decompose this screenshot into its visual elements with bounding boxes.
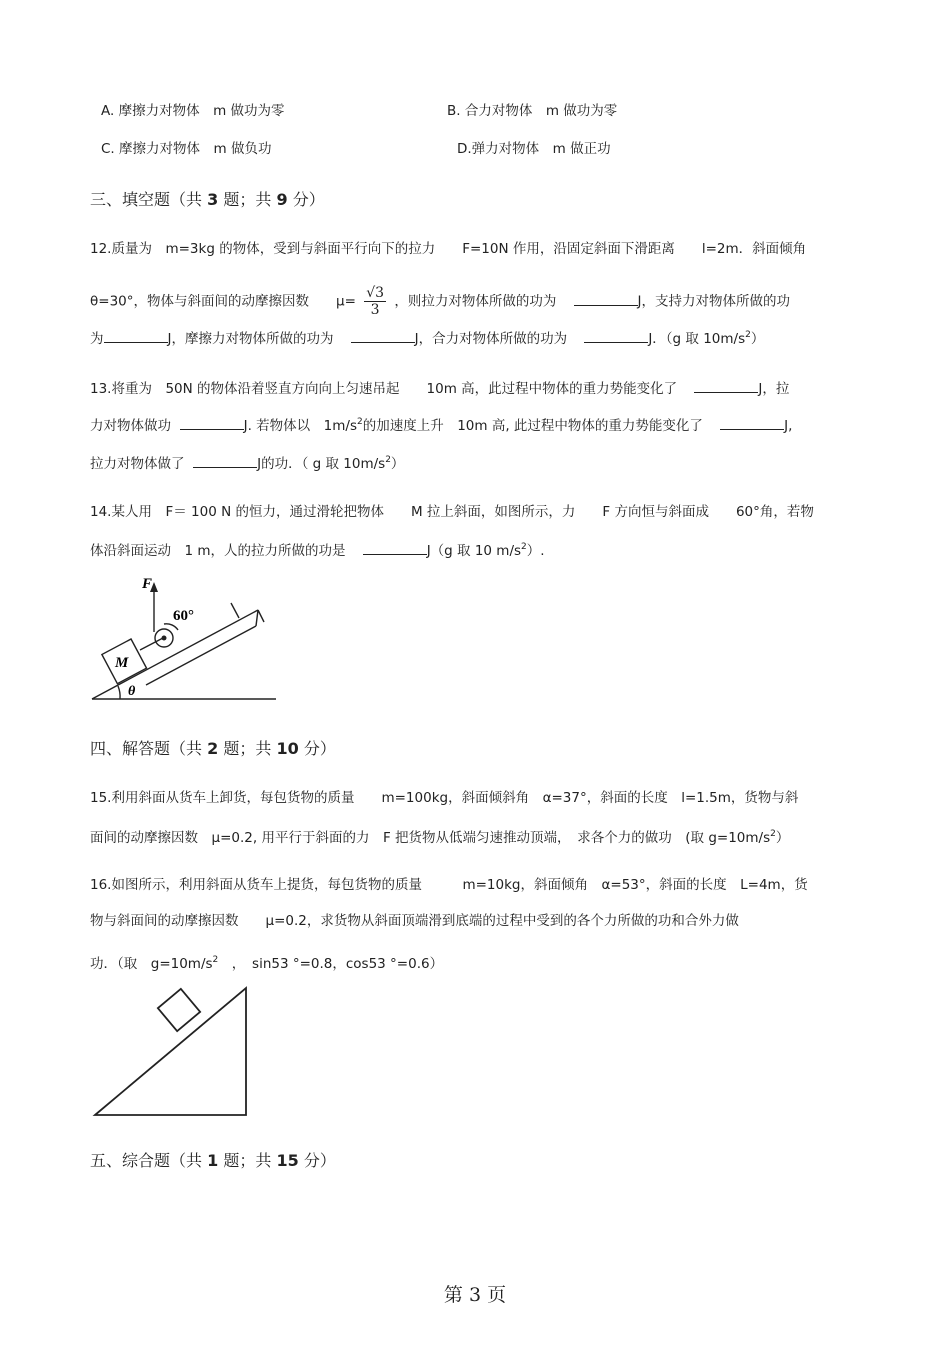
q13-blank-4[interactable] bbox=[193, 453, 257, 468]
figure-incline-cargo bbox=[90, 982, 255, 1122]
option-a: A. 摩擦力对物体 m 做功为零 bbox=[101, 103, 285, 119]
page-number: 第 3 页 bbox=[443, 1284, 507, 1306]
q16-line2: 物与斜面间的动摩擦因数 μ=0.2，求货物从斜面顶端滑到底端的过程中受到的各个力所做的功和合外力做 bbox=[90, 913, 739, 929]
q12-blank-4[interactable] bbox=[584, 328, 648, 343]
q14-line1: 14.某人用 F＝ 100 N 的恒力，通过滑轮把物体 M 拉上斜面，如图所示，力 F 方向恒与斜面成 60°角，若物 bbox=[90, 504, 814, 520]
q13-blank-3[interactable] bbox=[720, 415, 784, 430]
option-d: D.弹力对物体 m 做正功 bbox=[457, 141, 611, 157]
section-heading-comprehensive: 五、综合题（共 1 题；共 15 分） bbox=[90, 1151, 336, 1170]
section-heading-solve: 四、解答题（共 2 题；共 10 分） bbox=[90, 739, 336, 758]
q13-line3: 拉力对物体做了 J的功．（ g 取 $10m/s^2$） bbox=[90, 455, 405, 472]
q12-blank-2[interactable] bbox=[104, 328, 168, 343]
q12-blank-3[interactable] bbox=[351, 328, 415, 343]
fraction-sqrt3-over-3: $\frac{√3}{3}$ bbox=[366, 285, 385, 318]
option-c: C. 摩擦力对物体 m 做负功 bbox=[101, 141, 272, 157]
q15-line1: 15.利用斜面从货车上卸货，每包货物的质量 m=100kg，斜面倾斜角 α=37°，斜面的长度 l=1.5m，货物与斜 bbox=[90, 790, 799, 806]
q16-line3: 功．（取 $g=10m/s^2$ ， sin53 °=0.8，cos53 °=0.6） bbox=[90, 955, 444, 972]
label-60: 60° bbox=[173, 608, 194, 624]
cargo-box bbox=[158, 989, 200, 1031]
incline-triangle bbox=[95, 988, 246, 1115]
incline-upper bbox=[146, 626, 256, 685]
rope bbox=[140, 638, 163, 650]
q12-blank-1[interactable] bbox=[574, 291, 638, 306]
section-heading-fill-in: 三、填空题（共 3 题；共 9 分） bbox=[90, 190, 325, 209]
q12-line2: θ=30°，物体与斜面间的动摩擦因数 μ= $\frac{√3}{3}$ ，则拉力对物体所做的功为 J，支持力对物体所做的功 bbox=[90, 285, 790, 318]
theta-arc bbox=[118, 686, 120, 699]
q13-blank-1[interactable] bbox=[694, 378, 758, 393]
figure-pulley-incline bbox=[88, 570, 283, 705]
label-f: F bbox=[142, 576, 153, 592]
label-m: M bbox=[115, 655, 129, 671]
q14-line2: 体沿斜面运动 1 m，人的拉力所做的功是 J（g 取 10 $m/s^2$）. bbox=[90, 542, 545, 559]
q15-line2: 面间的动摩擦因数 μ=0.2, 用平行于斜面的力 F 把货物从低端匀速推动顶端， 求各个力的做功 (取 $g=10m/s^2$） bbox=[90, 829, 790, 846]
option-b: B. 合力对物体 m 做功为零 bbox=[447, 103, 618, 119]
q16-line1: 16.如图所示，利用斜面从货车上提货，每包货物的质量 m=10kg，斜面倾角 α=53°，斜面的长度 L=4m，货 bbox=[90, 877, 808, 893]
q13-line2: 力对物体做功 J. 若物体以 $1m/s^2$的加速度上升 10m 高, 此过程中物体的重力势能变化了 J, bbox=[90, 417, 793, 434]
q13-blank-2[interactable] bbox=[180, 415, 244, 430]
label-theta: θ bbox=[128, 684, 136, 699]
q14-blank-1[interactable] bbox=[363, 540, 427, 555]
q12-line3: 为 J，摩擦力对物体所做的功为 J，合力对物体所做的功为 J．（g 取 $10m/s^2$） bbox=[90, 330, 765, 347]
q13-line1: 13.将重为 50N 的物体沿着竖直方向向上匀速吊起 10m 高，此过程中物体的重力势能变化了 J，拉 bbox=[90, 378, 789, 398]
q12-line1: 12.质量为 m=3kg 的物体，受到与斜面平行向下的拉力 F=10N 作用，沿固定斜面下滑距离 l=2m．斜面倾角 bbox=[90, 241, 807, 257]
